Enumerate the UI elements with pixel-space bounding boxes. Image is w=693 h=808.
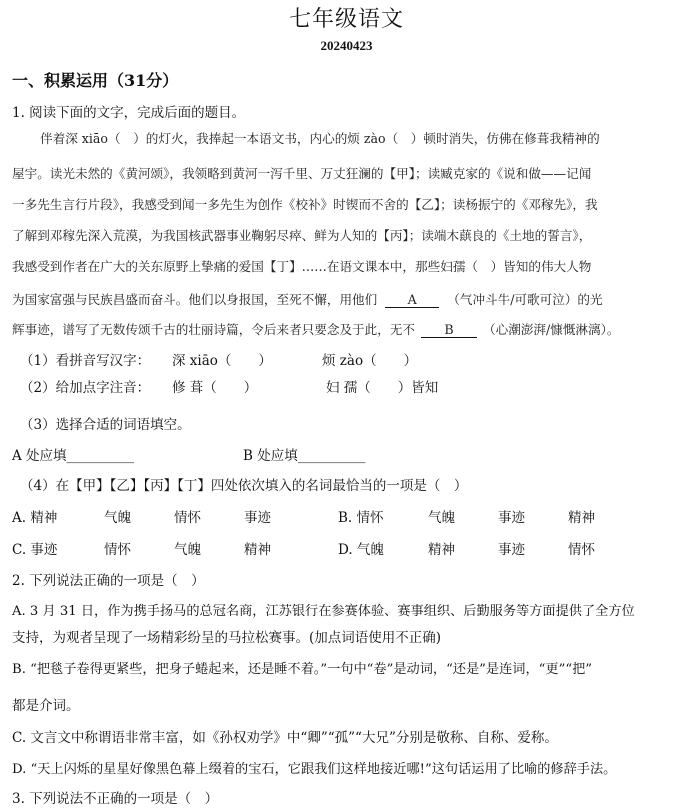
q2-option-a-line2: 支持，为观者呈现了一场精彩纷呈的马拉松赛事。(加点词语使用不正确) (12, 630, 442, 646)
q2-option-c: C. 文言文中称谓语非常丰富，如《孙权劝学》中“卿”“孤”“大兄”分别是敬称、自称、爱称。 (12, 730, 558, 746)
option-word: 精神 (568, 510, 595, 526)
option-word: 事迹 (498, 542, 525, 558)
passage-text: 辉事迹，谱写了无数传颂千古的壮丽诗篇，令后来者只要念及于此，无不 (12, 322, 415, 337)
sub-question-4: （4）在【甲】【乙】【丙】【丁】四处依次填入的名词最恰当的一项是（ ） (20, 478, 468, 494)
page-title: 七年级语文 (288, 7, 404, 32)
passage-line: 了解到邓稼先深入荒漠，为我国核武器事业鞠躬尽瘁、鲜为人知的【丙】；读端木蕻良的《土地的誓言》， (12, 228, 592, 243)
option-word: 气魄 (428, 510, 455, 526)
passage-line (12, 289, 603, 308)
pinyin-item-1: 深 xiāo（ ） (172, 353, 272, 369)
q2-option-d: D. “天上闪烁的星星好像黑色幕上缀着的宝石，它跟我们这样地接近哪!”这句话运用了比喻的修辞手法。 (12, 762, 617, 777)
option-word: 情怀 (568, 542, 595, 558)
passage-text: （心潮澎湃/慷慨淋漓）。 (483, 322, 620, 337)
passage-text: 为国家富强与民族昌盛而奋斗。他们以身报国，至死不懈，用他们 (12, 292, 378, 307)
option-word: 事迹 (498, 510, 525, 526)
question-3-stem: 3. 下列说法不正确的一项是（ ） (12, 791, 219, 807)
option-word: 气魄 (174, 542, 201, 558)
section-heading: 一、积累运用（31分） (12, 71, 179, 90)
exam-date: 20240423 (320, 38, 373, 53)
option-word: 情怀 (174, 510, 201, 526)
option-c: C. 事迹 (12, 542, 58, 558)
q2-option-b-line2: 都是介词。 (12, 698, 80, 714)
blank-a-answer: A 处应填__________ (12, 448, 135, 464)
passage-line: 我感受到作者在广大的关东原野上挚痛的爱国【丁】……在语文课本中，那些妇孺（ ）皆知的伟大人物 (12, 259, 592, 274)
blank-b: B (421, 322, 477, 338)
sub-question-2-label: （2）给加点字注音： (20, 380, 151, 396)
question-2-stem: 2. 下列说法正确的一项是（ ） (12, 573, 205, 589)
passage-line (12, 319, 620, 338)
passage-line: 一多先生言行片段》，我感受到闻一多先生为创作《校补》时锲而不舍的【乙】；读杨振宁的《邓稼先》，我 (12, 197, 598, 212)
phonetic-item-1: 修 葺（ ） (172, 380, 258, 396)
option-word: 精神 (428, 542, 455, 558)
option-word: 气魄 (104, 510, 131, 526)
blank-a: A (385, 292, 439, 308)
blank-b-answer: B 处应填__________ (243, 448, 366, 464)
passage-line: 伴着深 xiāo（ ）的灯火，我捧起一本语文书，内心的烦 zào（ ）顿时消失，仿佛在修葺我精神的 (40, 131, 600, 146)
question-1-stem: 1. 阅读下面的文字，完成后面的题目。 (12, 105, 246, 121)
q2-option-b-line1: B. “把毯子卷得更紧些，把身子蜷起来，还是睡不着。”一句中“卷”是动词，“还是”是连词，“更”“把” (12, 662, 593, 677)
pinyin-item-2: 烦 zào（ ） (322, 353, 418, 369)
option-word: 精神 (244, 542, 271, 558)
option-d: D. 气魄 (338, 542, 384, 558)
option-word: 事迹 (244, 510, 271, 526)
passage-line: 屋宇。读光未然的《黄河颂》，我领略到黄河一泻千里、万丈狂澜的【甲】；读臧克家的《说和做——记闻 (12, 166, 592, 181)
option-b: B. 情怀 (338, 510, 384, 526)
sub-question-3: （3）选择合适的词语填空。 (20, 417, 191, 433)
option-a: A. 精神 (12, 510, 58, 526)
passage-text: （气冲斗牛/可歌可泣）的光 (447, 292, 603, 307)
q2-option-a-line1: A. 3 月 31 日，作为携手扬马的总冠名商，江苏银行在参赛体验、赛事组织、后勤服务等方面提供了全方位 (12, 604, 635, 619)
phonetic-item-2: 妇 孺（ ）皆知 (326, 380, 439, 396)
sub-question-1-label: （1）看拼音写汉字： (20, 353, 151, 369)
option-word: 情怀 (104, 542, 131, 558)
